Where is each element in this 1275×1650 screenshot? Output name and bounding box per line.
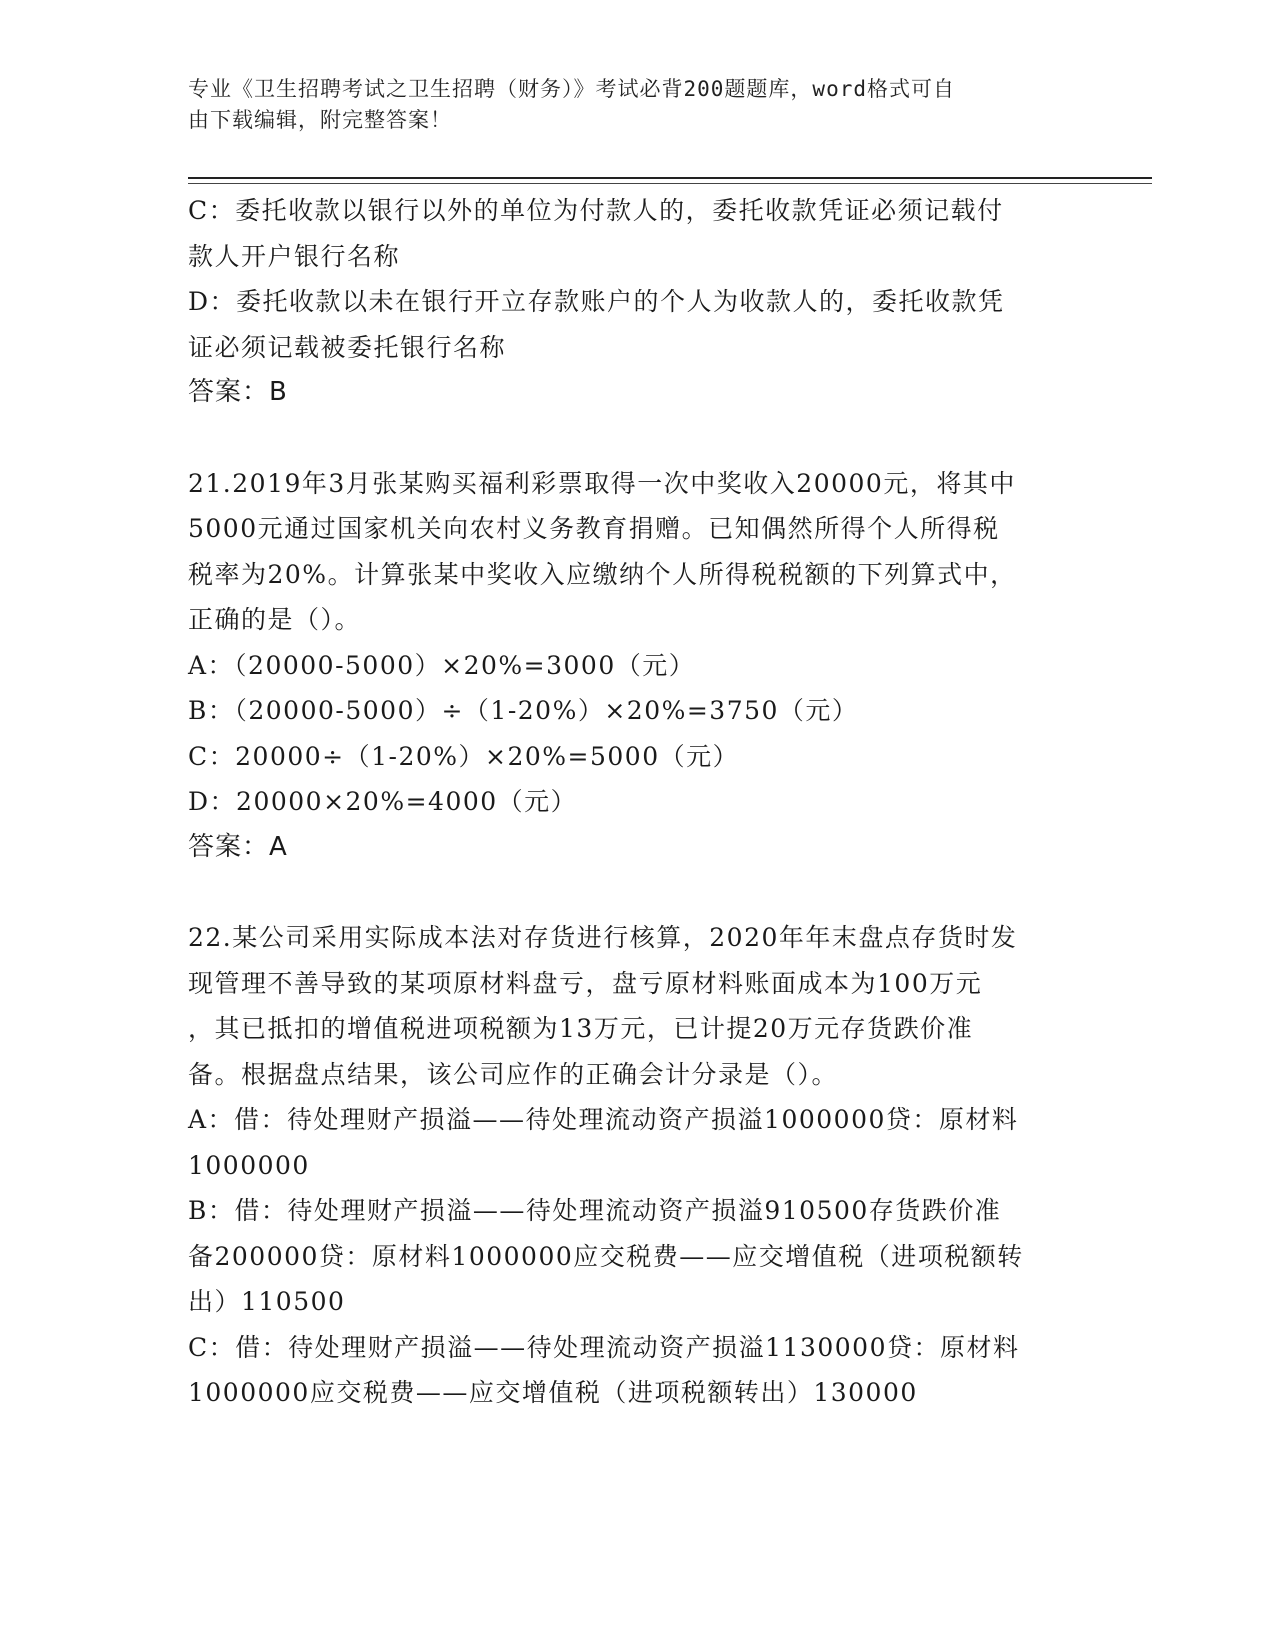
q21-option-c: C：20000÷（1-20%）×20%=5000（元） xyxy=(188,741,740,771)
document-body xyxy=(188,188,1088,1416)
q21-option-a: A：（20000-5000）×20%=3000（元） xyxy=(188,650,696,680)
q21-option-b: B：（20000-5000）÷（1-20%）×20%=3750（元） xyxy=(188,696,859,725)
q22-stem-line-1: 22.某公司采用实际成本法对存货进行核算，2020年年末盘点存货时发 xyxy=(188,923,1018,952)
header-title-line-1: 专业《卫生招聘考试之卫生招聘（财务）》考试必背200题题库，word格式可自 xyxy=(188,77,955,101)
q20-option-c-line-2: 款人开户银行名称 xyxy=(188,241,401,271)
q22-option-b-line-2: 备200000贷：原材料1000000应交税费——应交增值税（进项税额转 xyxy=(188,1241,1024,1271)
q21-answer: 答案：A xyxy=(188,831,288,862)
q22-stem-line-4: 备。根据盘点结果，该公司应作的正确会计分录是（）。 xyxy=(188,1059,839,1089)
header-divider-thick xyxy=(188,177,1152,179)
question-gap xyxy=(188,870,1088,915)
q22-option-c-line-1: C：借：待处理财产损溢——待处理流动资产损溢1130000贷：原材料 xyxy=(188,1332,1020,1362)
q21-stem-line-2: 5000元通过国家机关向农村义务教育捐赠。已知偶然所得个人所得税 xyxy=(188,514,1000,543)
q20-option-d-line-1: D：委托收款以未在银行开立存款账户的个人为收款人的，委托收款凭 xyxy=(188,287,1005,316)
question-gap xyxy=(188,416,1088,461)
q20-option-c-line-1: C：委托收款以银行以外的单位为付款人的，委托收款凭证必须记载付 xyxy=(188,196,1004,225)
document-header xyxy=(188,74,1068,136)
q20-option-d-line-2: 证必须记载被委托银行名称 xyxy=(188,332,507,362)
q21-stem-line-4: 正确的是（）。 xyxy=(188,605,362,634)
q22-option-a-line-1: A：借：待处理财产损溢——待处理流动资产损溢1000000贷：原材料 xyxy=(188,1105,1019,1134)
q20-answer: 答案：B xyxy=(188,377,288,407)
q21-stem-line-1: 21.2019年3月张某购买福利彩票取得一次中奖收入20000元，将其中 xyxy=(188,468,1016,498)
question-20-continued xyxy=(188,188,1088,416)
header-divider-thin xyxy=(188,183,1152,184)
q22-option-b-line-1: B：借：待处理财产损溢——待处理流动资产损溢910500存货跌价准 xyxy=(188,1196,1002,1225)
q22-option-c-line-2: 1000000应交税费——应交增值税（进项税额转出）130000 xyxy=(188,1378,918,1407)
q21-stem-line-3: 税率为20%。计算张某中奖收入应缴纳个人所得税税额的下列算式中， xyxy=(188,559,1017,589)
q22-stem-line-3: ，其已抵扣的增值税进项税额为13万元，已计提20万元存货跌价准 xyxy=(188,1014,974,1043)
q22-option-a-line-2: 1000000 xyxy=(188,1150,310,1180)
question-22 xyxy=(188,915,1088,1416)
question-21 xyxy=(188,461,1088,871)
q22-stem-line-2: 现管理不善导致的某项原材料盘亏，盘亏原材料账面成本为100万元 xyxy=(188,968,983,998)
q21-option-d: D：20000×20%=4000（元） xyxy=(188,787,578,816)
q22-option-b-line-3: 出）110500 xyxy=(188,1287,346,1316)
header-title-line-2: 由下载编辑，附完整答案！ xyxy=(188,108,452,132)
